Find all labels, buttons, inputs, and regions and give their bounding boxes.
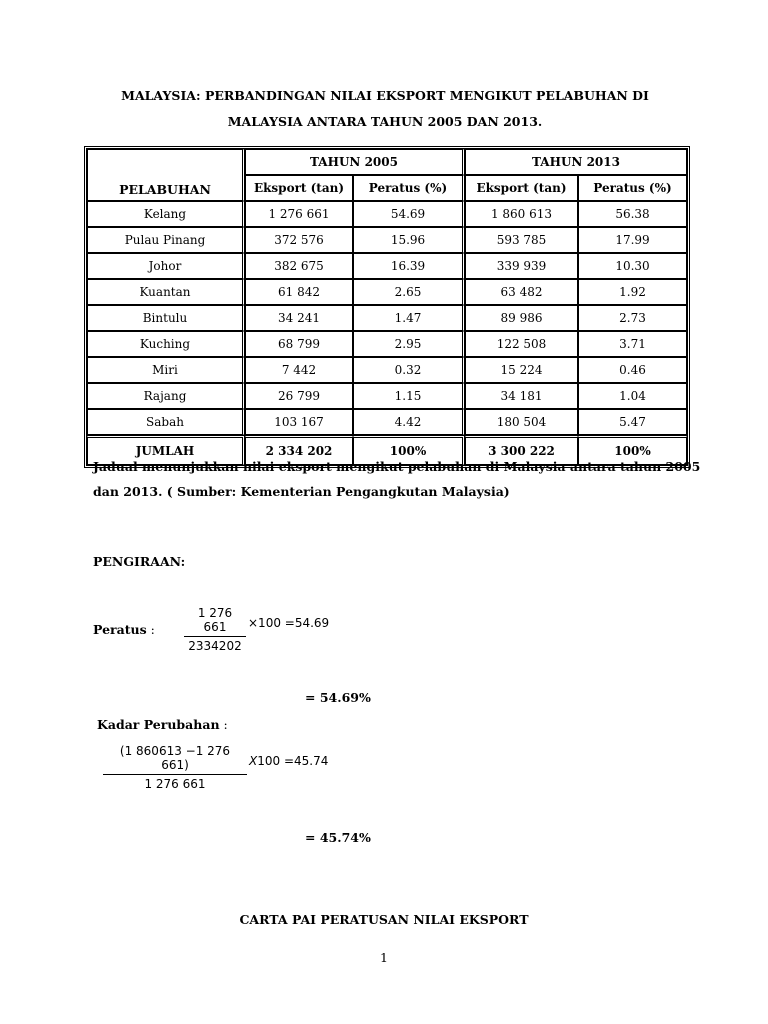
change-expression xyxy=(249,754,328,768)
port-name: Rajang xyxy=(87,383,245,409)
table-row xyxy=(87,305,687,331)
total-percent-2005: 100% xyxy=(353,435,465,465)
export-2005: 103 167 xyxy=(245,409,353,435)
percent-2005: 1.15 xyxy=(353,383,465,409)
fraction-numerator: (1 860613 −1 276 661) xyxy=(103,744,247,775)
export-2005: 26 799 xyxy=(245,383,353,409)
export-2013: 339 939 xyxy=(465,253,578,279)
total-export-2005: 2 334 202 xyxy=(245,435,353,465)
percent-2005: 16.39 xyxy=(353,253,465,279)
page-number: 1 xyxy=(380,950,388,965)
port-name: Kuantan xyxy=(87,279,245,305)
port-name: Kuching xyxy=(87,331,245,357)
percent-2005: 0.32 xyxy=(353,357,465,383)
table-caption-line1: Jadual menunjukkan nilai eksport mengikut pelabuhan di Malaysia antara tahun 2005 xyxy=(93,459,701,474)
total-export-2013: 3 300 222 xyxy=(465,435,578,465)
export-2013: 122 508 xyxy=(465,331,578,357)
export-2005: 382 675 xyxy=(245,253,353,279)
fraction-denominator: 2334202 xyxy=(188,639,242,653)
percent-2005: 2.65 xyxy=(353,279,465,305)
percent-expression: ×100 =54.69 xyxy=(248,616,330,630)
port-name: Pulau Pinang xyxy=(87,227,245,253)
export-2005: 34 241 xyxy=(245,305,353,331)
percent-2013: 2.73 xyxy=(578,305,687,331)
percent-result: = 54.69% xyxy=(305,690,371,705)
table-row xyxy=(87,253,687,279)
export-2013: 89 986 xyxy=(465,305,578,331)
port-name: Bintulu xyxy=(87,305,245,331)
table-row xyxy=(87,409,687,435)
export-2013: 180 504 xyxy=(465,409,578,435)
table-row xyxy=(87,279,687,305)
change-fraction xyxy=(103,744,247,791)
export-2013: 593 785 xyxy=(465,227,578,253)
total-label: JUMLAH xyxy=(87,435,245,465)
peratus-colon: : xyxy=(146,622,155,637)
table-caption-line2: dan 2013. ( Sumber: Kementerian Pengangkutan Malaysia) xyxy=(93,484,510,499)
multiply-x: X xyxy=(249,754,258,768)
table-row xyxy=(87,331,687,357)
table-row xyxy=(87,383,687,409)
table-row xyxy=(87,357,687,383)
percent-2013: 10.30 xyxy=(578,253,687,279)
port-name: Kelang xyxy=(87,201,245,227)
port-name: Sabah xyxy=(87,409,245,435)
port-name: Miri xyxy=(87,357,245,383)
kadar-perubahan-label xyxy=(97,717,228,732)
header-percent-2005: Peratus (%) xyxy=(353,175,465,201)
percent-2013: 1.92 xyxy=(578,279,687,305)
percent-2005: 1.47 xyxy=(353,305,465,331)
table-row xyxy=(87,201,687,227)
table-row xyxy=(87,227,687,253)
document-title-line1: MALAYSIA: PERBANDINGAN NILAI EKSPORT MENGIKUT PELABUHAN DI xyxy=(121,88,649,103)
export-2013: 34 181 xyxy=(465,383,578,409)
port-name: Johor xyxy=(87,253,245,279)
peratus-label xyxy=(93,622,155,637)
total-percent-2013: 100% xyxy=(578,435,687,465)
calculation-heading: PENGIRAAN: xyxy=(93,554,186,569)
percent-2013: 56.38 xyxy=(578,201,687,227)
export-2005: 68 799 xyxy=(245,331,353,357)
header-pelabuhan: PELABUHAN xyxy=(87,149,245,201)
document-title-line2: MALAYSIA ANTARA TAHUN 2005 DAN 2013. xyxy=(227,114,543,129)
fraction-denominator: 1 276 661 xyxy=(144,777,206,791)
kadar-colon: : xyxy=(219,717,228,732)
header-export-2005: Eksport (tan) xyxy=(245,175,353,201)
percent-2013: 5.47 xyxy=(578,409,687,435)
change-result: = 45.74% xyxy=(305,830,371,845)
header-year-2005: TAHUN 2005 xyxy=(245,149,465,175)
percent-2005: 54.69 xyxy=(353,201,465,227)
fraction-numerator: 1 276 661 xyxy=(184,606,246,637)
percent-2005: 4.42 xyxy=(353,409,465,435)
percent-2013: 1.04 xyxy=(578,383,687,409)
peratus-label-text: Peratus xyxy=(93,622,147,637)
header-percent-2013: Peratus (%) xyxy=(578,175,687,201)
export-2013: 1 860 613 xyxy=(465,201,578,227)
percent-2013: 3.71 xyxy=(578,331,687,357)
percent-2005: 2.95 xyxy=(353,331,465,357)
export-2013: 15 224 xyxy=(465,357,578,383)
export-2005: 372 576 xyxy=(245,227,353,253)
export-2005: 61 842 xyxy=(245,279,353,305)
percent-2013: 17.99 xyxy=(578,227,687,253)
export-2005: 1 276 661 xyxy=(245,201,353,227)
change-expression-rest: 100 =45.74 xyxy=(257,754,329,768)
kadar-label-text: Kadar Perubahan xyxy=(97,717,220,732)
export-table xyxy=(84,146,690,468)
percent-2013: 0.46 xyxy=(578,357,687,383)
export-2005: 7 442 xyxy=(245,357,353,383)
percent-2005: 15.96 xyxy=(353,227,465,253)
header-export-2013: Eksport (tan) xyxy=(465,175,578,201)
pie-chart-title: CARTA PAI PERATUSAN NILAI EKSPORT xyxy=(239,912,529,927)
percent-fraction xyxy=(184,606,246,653)
header-year-2013: TAHUN 2013 xyxy=(465,149,687,175)
export-2013: 63 482 xyxy=(465,279,578,305)
